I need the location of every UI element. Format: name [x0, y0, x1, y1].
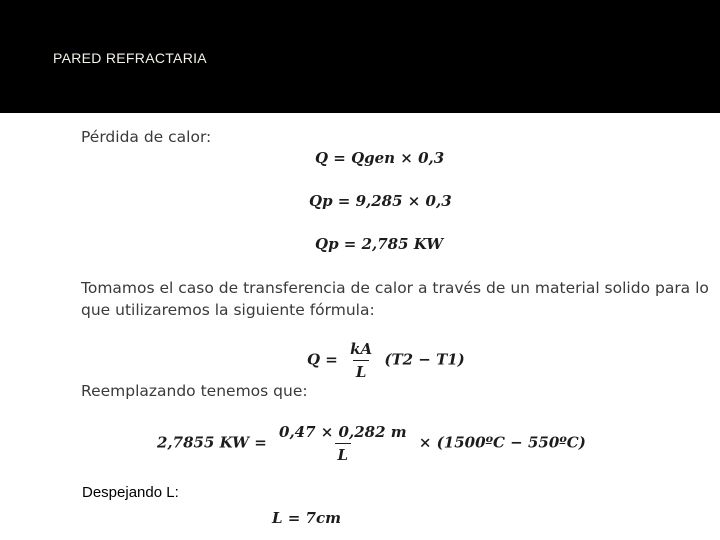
- substituted-denominator: L: [335, 443, 352, 464]
- result-equation: L = 7cm: [272, 509, 342, 527]
- substituted-equation: [157, 423, 586, 464]
- equation-heat-loss-product: Qp = 9,285 × 0,3: [309, 192, 452, 210]
- equation-heat-generation: Q = Qgen × 0,3: [315, 149, 445, 167]
- formula-denominator: L: [353, 360, 370, 381]
- formula-numerator: kA: [350, 340, 373, 358]
- substituted-fraction: [276, 423, 410, 464]
- formula-rhs: (T2 − T1): [384, 350, 465, 369]
- formula-fraction: [347, 340, 375, 381]
- title-bar: [0, 0, 720, 113]
- paragraph-line-2: que utilizaremos la siguiente fórmula:: [81, 301, 375, 319]
- paragraph-line-1: Tomamos el caso de transferencia de calor a través de un material solido para lo: [81, 279, 709, 297]
- solving-label: Despejando L:: [82, 484, 179, 501]
- slide-title: PARED REFRACTARIA: [53, 50, 207, 66]
- formula-lhs: Q =: [307, 350, 338, 369]
- heat-loss-heading: Pérdida de calor:: [81, 128, 212, 146]
- equation-heat-loss-result: Qp = 2,785 KW: [315, 235, 444, 253]
- replacing-label: Reemplazando tenemos que:: [81, 382, 308, 400]
- substituted-lhs: 2,7855 KW =: [157, 433, 267, 452]
- conduction-formula: [307, 340, 465, 381]
- substituted-numerator: 0,47 × 0,282 m: [279, 423, 407, 441]
- substituted-rhs: × (1500ºC − 550ºC): [418, 433, 586, 452]
